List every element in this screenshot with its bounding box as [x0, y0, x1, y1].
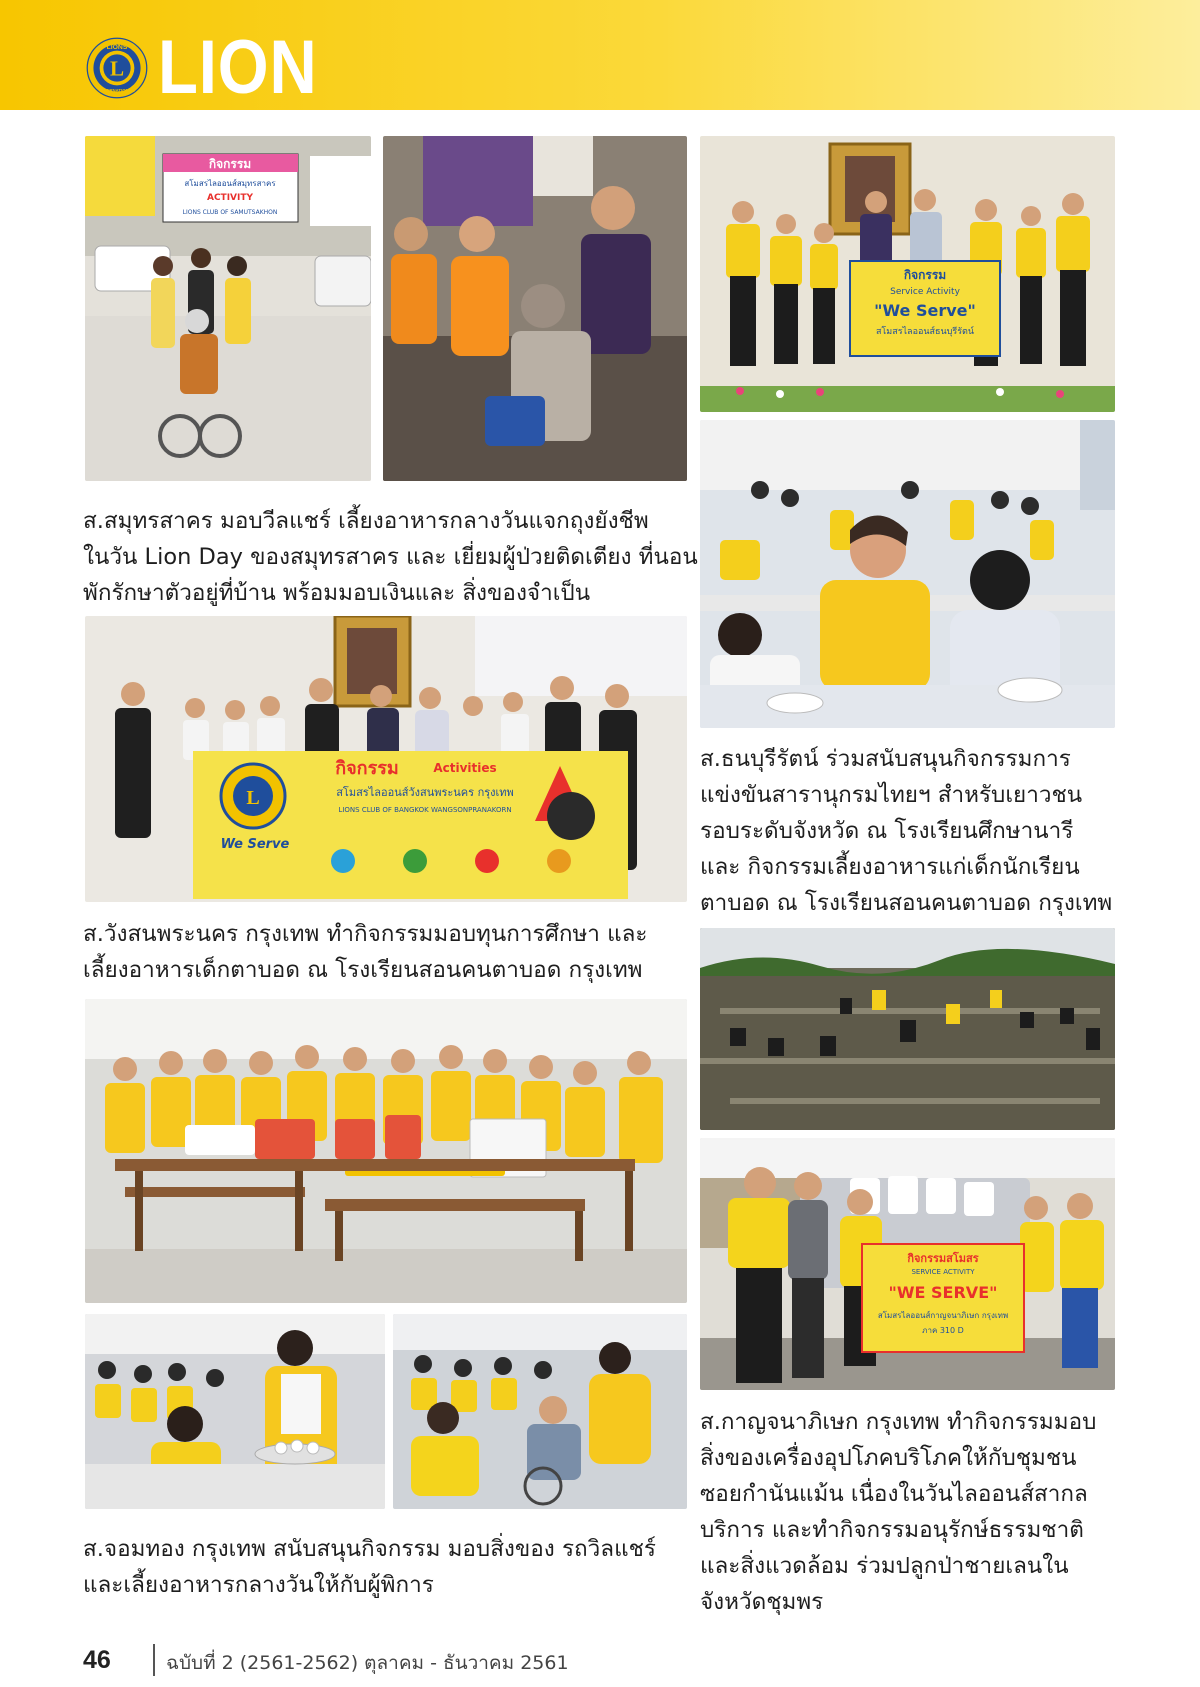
banner-text: LIONS CLUB OF BANGKOK WANGSONPRANAKORN — [338, 806, 512, 814]
banner-text: กิจกรรม — [903, 268, 947, 282]
issue-info: ฉบับที่ 2 (2561-2562) ตุลาคม - ธันวาคม 2561 — [166, 1652, 569, 1674]
banner-text: Service Activity — [890, 287, 960, 297]
caption-line: และเลี้ยงอาหารกลางวันให้กับผู้พิการ — [83, 1572, 434, 1598]
brand-title: LION — [158, 25, 318, 110]
photo-chomthong-wheelchairs — [393, 1314, 687, 1509]
caption-line: ส.จอมทอง กรุงเทพ สนับสนุนกิจกรรม มอบสิ่งของ รถวิลแชร์ — [83, 1536, 656, 1562]
caption-line: ซอยกำนันแม้น เนื่องในวันไลออนส์สากล — [700, 1481, 1088, 1507]
banner-text: LIONS CLUB OF SAMUTSAKHON — [182, 209, 278, 216]
logo-bottom-text: INTERNATIONAL — [99, 88, 135, 94]
banner-text: สโมสรไลออนส์สมุทรสาคร — [184, 179, 276, 188]
caption-kanchanaphisek — [700, 1404, 1096, 1620]
caption-line: ส.วังสนพระนคร กรุงเทพ ทำกิจกรรมมอบทุนการศึกษา และ — [83, 921, 648, 947]
banner-text: SERVICE ACTIVITY — [911, 1268, 975, 1276]
banner-text: กิจกรรมสโมสร — [907, 1252, 979, 1265]
caption-wangson — [83, 916, 647, 988]
photo-thonburirat-lunch — [700, 420, 1115, 728]
photo-mangrove-planting — [700, 928, 1115, 1130]
logo-letter: L — [109, 56, 125, 81]
banner-text: "WE SERVE" — [888, 1283, 998, 1302]
caption-thonburirat — [700, 741, 1112, 921]
banner-text: ภาค 310 D — [922, 1326, 964, 1335]
caption-line: ตาบอด ณ โรงเรียนสอนคนตาบอด กรุงเทพ — [700, 890, 1113, 916]
caption-line: จังหวัดชุมพร — [700, 1589, 824, 1615]
caption-line: เลี้ยงอาหารเด็กตาบอด ณ โรงเรียนสอนคนตาบอด กรุงเทพ — [83, 957, 643, 983]
banner-text: Activities — [433, 761, 497, 775]
banner-text: สโมสรไลออนส์กาญจนาภิเษก กรุงเทพ — [877, 1311, 1009, 1320]
photo-chomthong-donations — [85, 999, 687, 1303]
page-header — [0, 0, 1200, 110]
caption-line: ส.กาญจนาภิเษก กรุงเทพ ทำกิจกรรมมอบ — [700, 1409, 1097, 1435]
page-number: 46 — [83, 1646, 111, 1674]
footer-divider — [153, 1644, 155, 1676]
caption-line: พักรักษาตัวอยู่ที่บ้าน พร้อมมอบเงินและ สิ่งของจำเป็น — [83, 580, 591, 606]
photo-thonburirat-students — [700, 136, 1115, 412]
banner-text: สโมสรไลออนส์ธนบุรีรัตน์ — [875, 327, 975, 337]
banner-text: กิจกรรม — [208, 157, 252, 171]
lions-logo — [86, 37, 148, 99]
photo-samut-sakhon-wheelchair — [85, 136, 371, 481]
caption-line: และสิ่งแวดล้อม ร่วมปลูกป่าชายเลนใน — [700, 1553, 1069, 1579]
caption-samut-sakhon — [83, 503, 698, 611]
banner-text: "We Serve" — [874, 301, 976, 320]
caption-line: บริการ และทำกิจกรรมอนุรักษ์ธรรมชาติ — [700, 1517, 1084, 1543]
caption-line: ส.ธนบุรีรัตน์ ร่วมสนับสนุนกิจกรรมการ — [700, 746, 1071, 772]
caption-line: และ กิจกรรมเลี้ยงอาหารแก่เด็กนักเรียน — [700, 854, 1080, 880]
svg-text:L: L — [246, 787, 260, 809]
banner-text: ACTIVITY — [206, 193, 254, 203]
caption-line: รอบระดับจังหวัด ณ โรงเรียนศึกษานารี — [700, 818, 1074, 844]
caption-line: ในวัน Lion Day ของสมุทรสาคร และ เยี่ยมผู้ป่วยติดเตียง ที่นอน — [83, 544, 698, 570]
caption-chomthong — [83, 1531, 656, 1603]
banner-text: We Serve — [220, 837, 290, 852]
logo-top-text: LIONS — [106, 43, 128, 51]
photo-chomthong-lunch — [85, 1314, 385, 1509]
caption-line: สิ่งของเครื่องอุปโภคบริโภคให้กับชุมชน — [700, 1445, 1077, 1471]
caption-line: ส.สมุทรสาคร มอบวีลแชร์ เลี้ยงอาหารกลางวันแจกถุงยังชีพ — [83, 508, 649, 534]
photo-kanchanaphisek-donation — [700, 1138, 1115, 1390]
banner-text: กิจกรรม — [335, 758, 399, 779]
photo-samut-sakhon-visit — [383, 136, 687, 481]
banner-text: สโมสรไลออนส์วังสนพระนคร กรุงเทพ — [336, 786, 514, 799]
caption-line: แข่งขันสารานุกรมไทยฯ สำหรับเยาวชน — [700, 782, 1083, 808]
photo-wangson-scholarship — [85, 616, 687, 902]
